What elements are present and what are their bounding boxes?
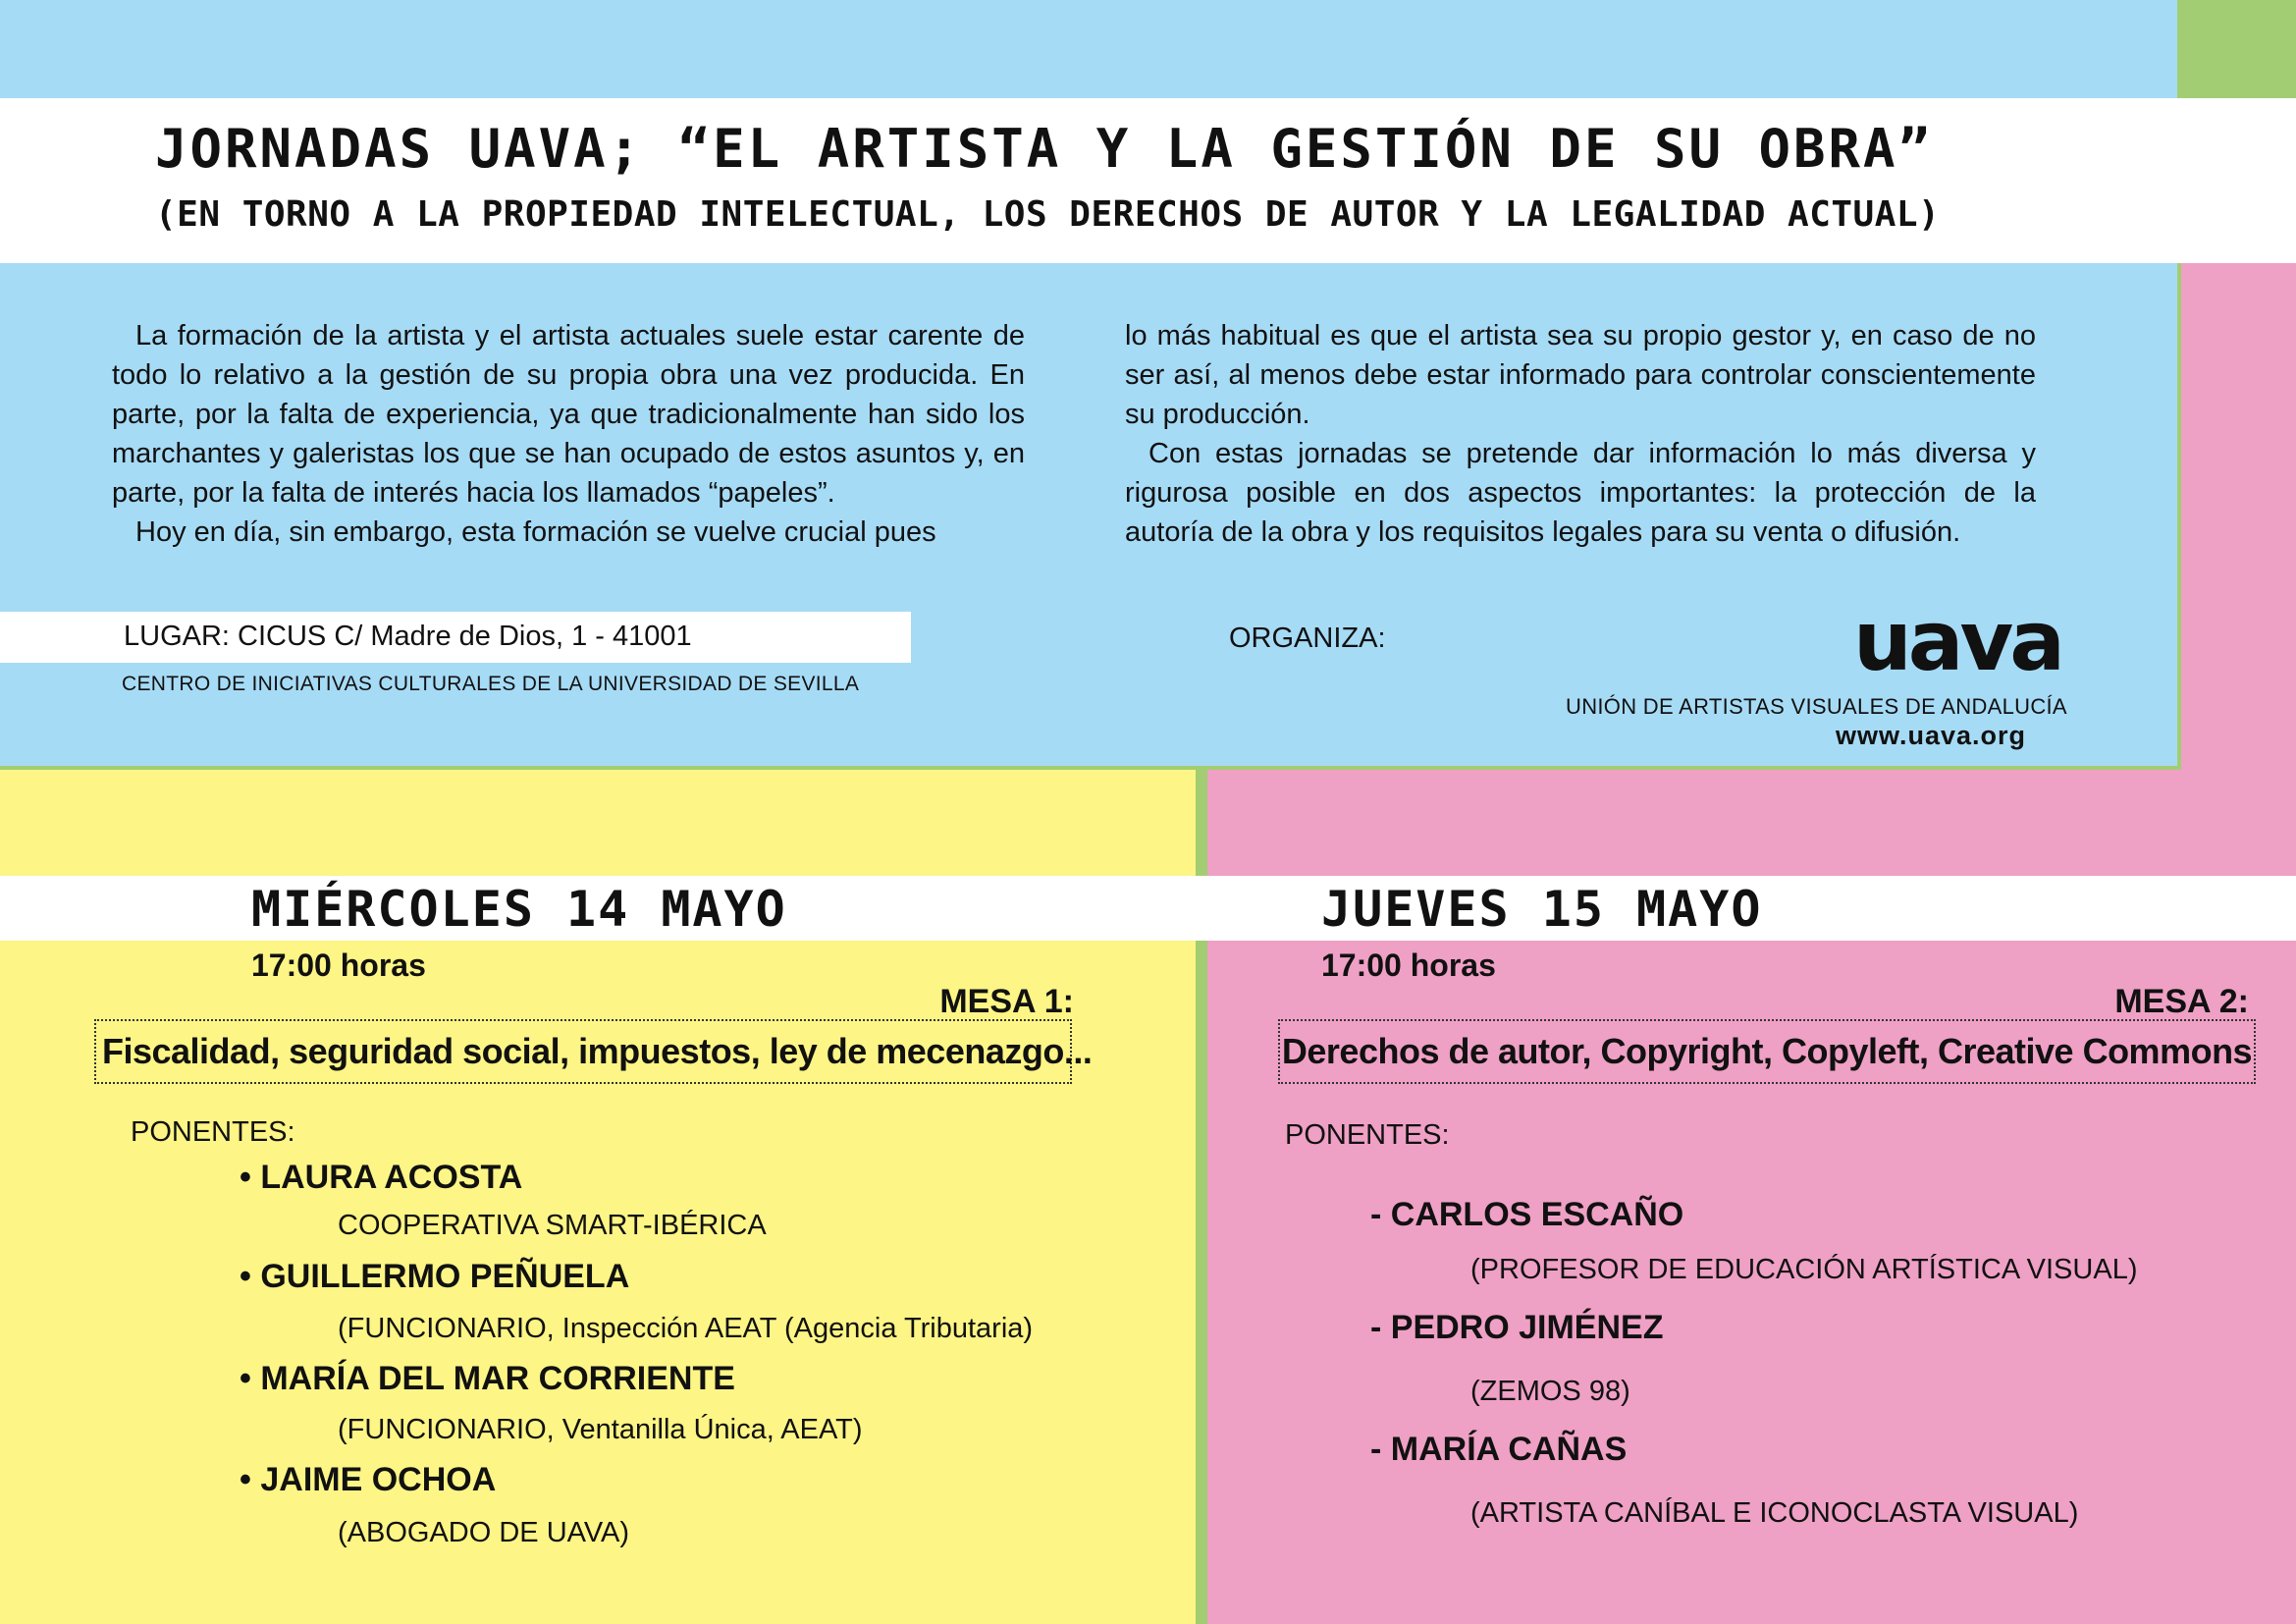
speaker-role: COOPERATIVA SMART-IBÉRICA <box>338 1210 767 1241</box>
pink-right-block <box>2177 260 2296 776</box>
mesa1-label: MESA 1: <box>939 983 1074 1020</box>
mesa1-topic: Fiscalidad, seguridad social, impuestos, ley de mecenazgo... <box>94 1019 1072 1084</box>
speaker-name: - CARLOS ESCAÑO <box>1370 1196 1684 1233</box>
organizer-name: UNIÓN DE ARTISTAS VISUALES DE ANDALUCÍA <box>1566 694 2067 719</box>
speaker-role: (FUNCIONARIO, Inspección AEAT (Agencia Tributaria) <box>338 1313 1034 1344</box>
venue-address: LUGAR: CICUS C/ Madre de Dios, 1 - 41001 <box>124 621 692 652</box>
day1-speakers-label: PONENTES: <box>131 1116 295 1148</box>
mesa2-topic: Derechos de autor, Copyright, Copyleft, Creative Commons <box>1278 1019 2256 1084</box>
svg-text:uava: uava <box>1853 603 2061 685</box>
day2-speakers-label: PONENTES: <box>1285 1119 1450 1151</box>
intro-paragraph: La formación de la artista y el artista actuales suele estar carente de todo lo relativo a la gestión de su propia obra una vez producida. En parte, por la falta de experiencia, ya que tradicionalmente han sido los marchantes y galeristas los que se han ocupado de estos asuntos y, en parte, por la falta de interés hacia los llamados “papeles”. <box>112 320 1025 509</box>
intro-paragraph: Hoy en día, sin embargo, esta formación se vuelve crucial pues <box>135 516 936 548</box>
page-subtitle: (EN TORNO A LA PROPIEDAD INTELECTUAL, LOS DERECHOS DE AUTOR Y LA LEGALIDAD ACTUAL) <box>155 194 1941 235</box>
organizer-label: ORGANIZA: <box>1229 623 1386 654</box>
top-blue-band <box>0 0 2177 98</box>
intro-paragraph: Con estas jornadas se pretende dar información lo más diversa y rigurosa posible en dos aspectos importantes: la protección de la autoría de la obra y los requisitos legales para su venta o difusión. <box>1125 438 2036 548</box>
day1-title: MIÉRCOLES 14 MAYO <box>251 881 787 938</box>
organizer-website-link[interactable]: www.uava.org <box>1836 721 2027 750</box>
speaker-role: (FUNCIONARIO, Ventanilla Única, AEAT) <box>338 1414 863 1445</box>
intro-right-column <box>1125 316 2036 552</box>
day2-title: JUEVES 15 MAYO <box>1321 881 1763 938</box>
mesa2-label: MESA 2: <box>2114 983 2249 1020</box>
page-title: JORNADAS UAVA; “EL ARTISTA Y LA GESTIÓN DE SU OBRA” <box>155 118 1934 180</box>
speaker-name: - MARÍA CAÑAS <box>1370 1431 1628 1468</box>
day1-time: 17:00 horas <box>251 947 426 983</box>
intro-left-column <box>112 316 1025 552</box>
venue-name: CENTRO DE INICIATIVAS CULTURALES DE LA UNIVERSIDAD DE SEVILLA <box>122 673 860 695</box>
uava-logo <box>1851 603 2065 685</box>
speaker-name: - PEDRO JIMÉNEZ <box>1370 1309 1664 1346</box>
speaker-name: • JAIME OCHOA <box>240 1461 497 1498</box>
day2-time: 17:00 horas <box>1321 947 1496 983</box>
green-corner-block <box>2177 0 2296 98</box>
speaker-role: (ABOGADO DE UAVA) <box>338 1517 630 1548</box>
speaker-name: • GUILLERMO PEÑUELA <box>240 1258 630 1295</box>
speaker-name: • MARÍA DEL MAR CORRIENTE <box>240 1360 735 1397</box>
speaker-role: (PROFESOR DE EDUCACIÓN ARTÍSTICA VISUAL) <box>1470 1254 2138 1285</box>
speaker-role: (ARTISTA CANÍBAL E ICONOCLASTA VISUAL) <box>1470 1497 2079 1529</box>
intro-paragraph: lo más habitual es que el artista sea su propio gestor y, en caso de no ser así, al menos debe estar informado para controlar conscientemente su producción. <box>1125 320 2036 430</box>
speaker-role: (ZEMOS 98) <box>1470 1376 1630 1407</box>
speaker-name: • LAURA ACOSTA <box>240 1159 523 1196</box>
